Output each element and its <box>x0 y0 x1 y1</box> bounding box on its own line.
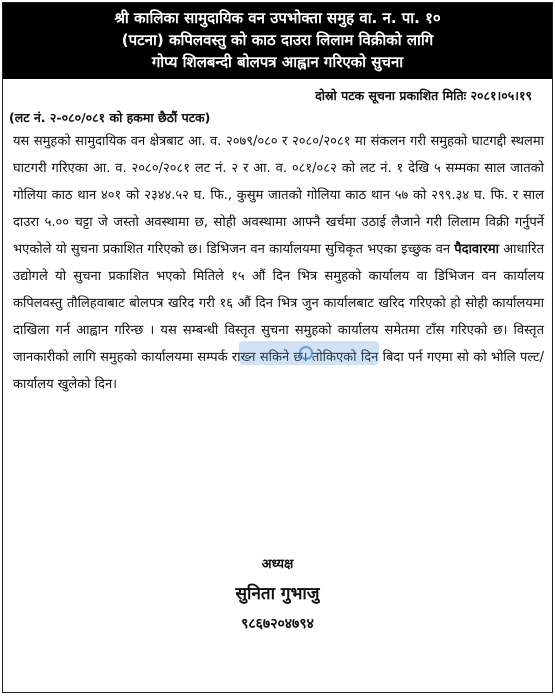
notice-card <box>2 2 553 693</box>
lot-reference: (लट नं. २-०८०/०८१ को हकमा छैठौं पटक) <box>9 110 211 125</box>
signatory-role: अध्यक्ष <box>261 557 294 572</box>
watermark-icon <box>299 346 313 360</box>
header-line-1: श्री कालिका सामुदायिक वन उपभोक्ता समुह वा. न. पा. १० <box>114 9 441 27</box>
header-line-3: गोप्य शिलबन्दी बोलपत्र आह्वान गरिएको सुचना <box>151 53 404 71</box>
watermark-logo <box>239 341 379 365</box>
body-text-part-2: आधारित उद्योगले यो सुचना प्रकाशित भएको मितिले १५ औं दिन भित्र समुहको कार्यालय वा डिभिजन वन कार्यालय कपिलवस्तु तौलिहवाबाट बोलपत्र खरिद गरी १६ औं दिन भित्र जुन कार्यालबाट खरिद गरिएको हो सोही कार्यालयमा दाखिला गर्न आह्वान गरिन्छ । यस सम्बन्धी विस्तृत सुचना समुहको कार्यालय समेतमा टाँस गरिएको छ। विस्तृत जानकारीको लागि समुहको कार्यालयमा सम्पर्क राख्न सकिने छ। तोकिएको दिन बिदा पर्न गएमा सो को भोलि पल्ट/कार्यालय खुलेको दिन। <box>13 242 544 392</box>
body-text-part-1: यस समुहको सामुदायिक वन क्षेत्रबाट आ. व. २०७९/०८० र २०८०/२०८१ मा संकलन गरी समुहको घाटगद्दी स्थलमा घाटगरी गरिएका आ. व. २०८०/२०८१ लट नं. २ र आ. व. ०८१/०८२ को लट नं. १ देखि ५ सम्मका साल जातको गोलिया काठ थान ४०१ को २३४४.५२ घ. फि., कुसुम जातको गोलिया काठ थान ५७ को २९९.३४ घ. फि. र साल दाउरा ५.०० चट्टा जे जस्तो अवस्थामा छ, सोही अवस्थामा आफ्नै खर्चमा उठाई लैजाने गरी लिलाम विक्री गर्नुपर्ने भएकोले यो सुचना प्रकाशित गरिएको छ। डिभिजन वन कार्यालयमा सुचिकृत भएका इच्छुक वन <box>13 134 544 257</box>
notice-body <box>3 126 552 550</box>
publication-date: दोस्रो पटक सूचना प्रकाशित मितिः २०८१।०५।१९ <box>315 88 532 103</box>
signatory-phone: ९८६७२०४७९४ <box>241 616 314 632</box>
notice-header <box>3 3 552 79</box>
signatory-name: सुनिता गुभाजु <box>235 584 320 604</box>
body-bold-word: पैदावारमा <box>454 242 499 257</box>
header-line-2: (पटना) कपिलवस्तु को काठ दाउरा लिलाम विक्रीको लागि <box>121 31 434 49</box>
signature-block <box>3 550 552 638</box>
